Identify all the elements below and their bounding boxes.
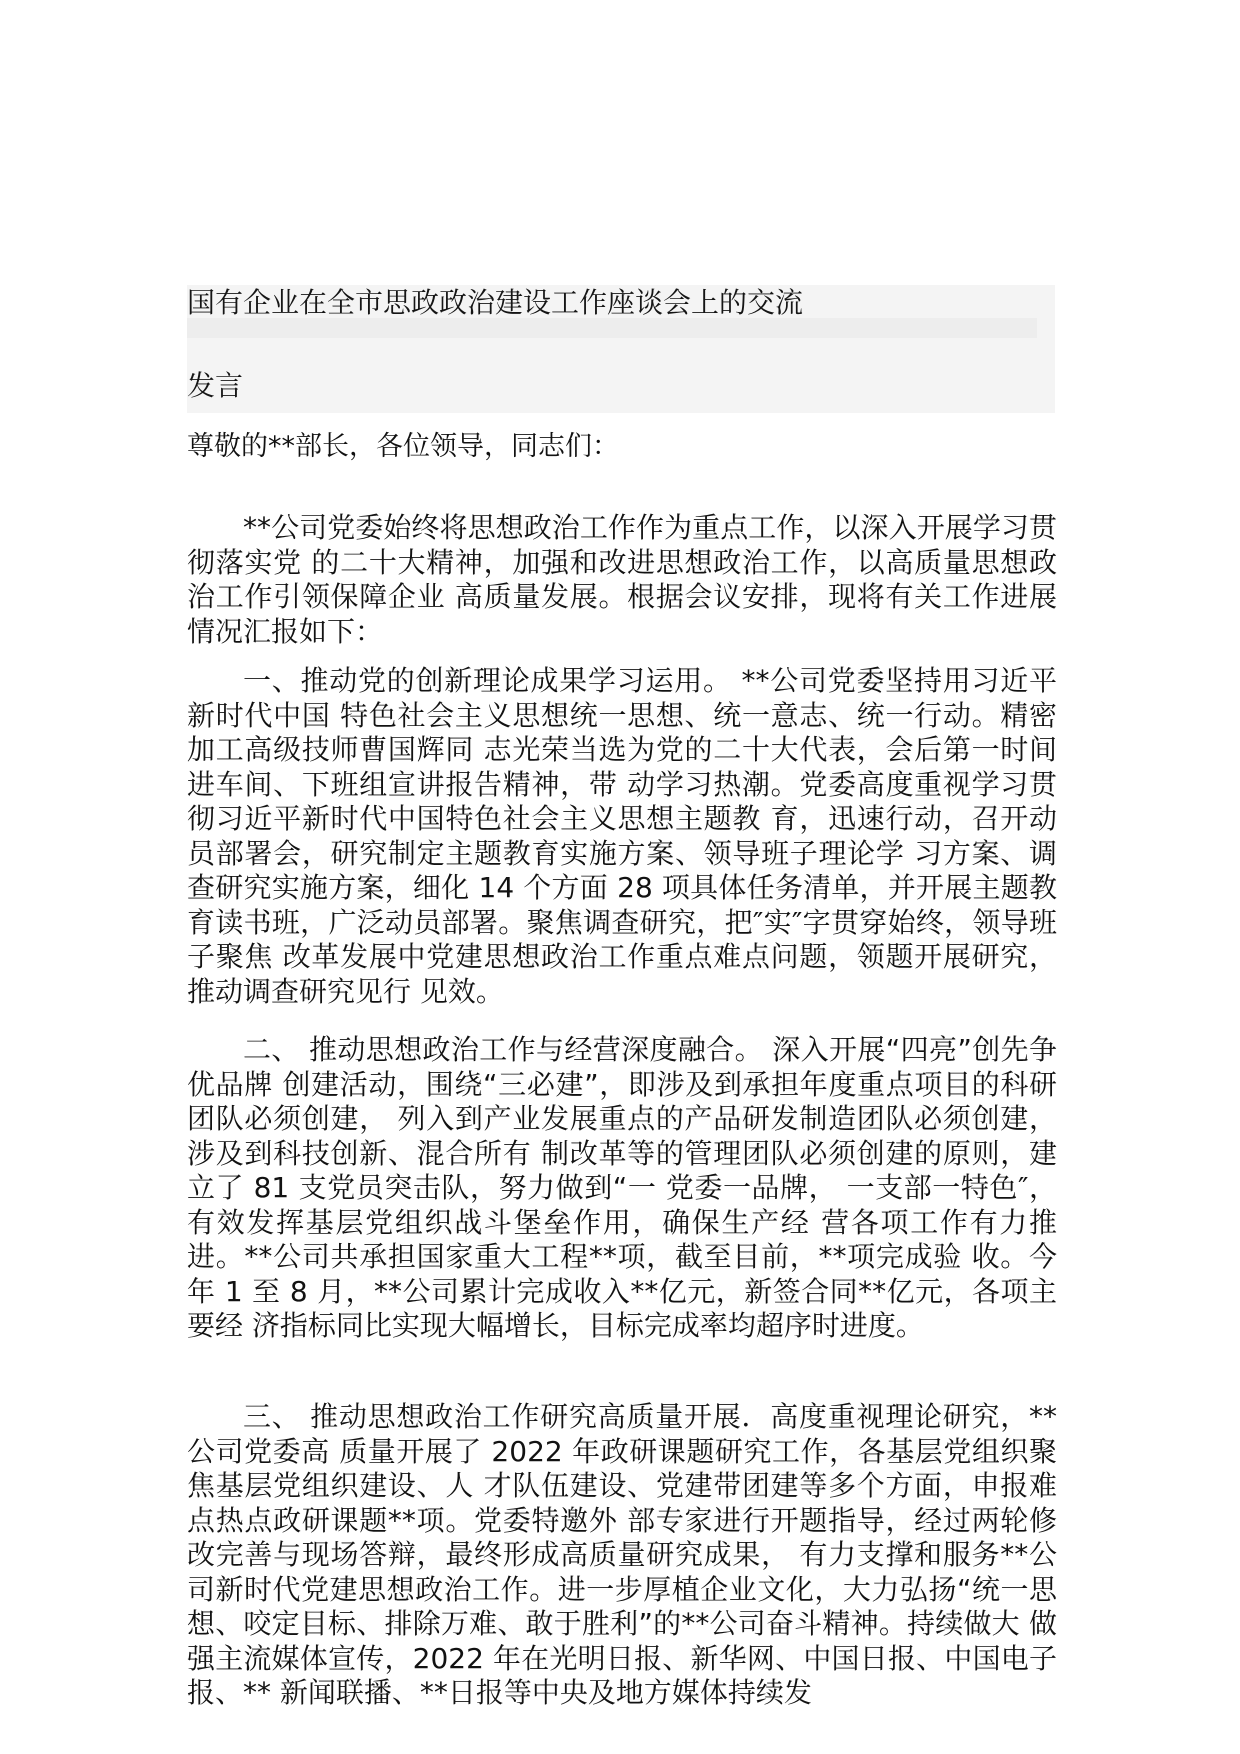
paragraph-section-2: 二、 推动思想政治工作与经营深度融合。 深入开展“四亮”创先争优品牌 创建活动，围绕“三必建”，即涉及到承担年度重点项目的科研团队必须创建， 列入到产业发展重点的产品研发制造团队必须创建，涉及到科技创新、混合所有 制改革等的管理团队必须创建的原则，建立了 81 支党员突击队，努力做到“一 党委一品牌， 一支部一特色″，有效发挥基层党组织战斗堡垒作用，确保生产经 营各项工作有力推进。**公司共承担国家重大工程**项，截至目前，**项完成验 收。今年 1 至 8 月，**公司累计完成收入**亿元，新签合同**亿元，各项主要经 济指标同比实现大幅增长，目标完成率均超序时进度。 — [187, 1033, 1057, 1342]
paragraph-section-1: 一、推动党的创新理论成果学习运用。 **公司党委坚持用习近平新时代中国 特色社会主义思想统一思想、统一意志、统一行动。精密加工高级技师曹国辉同 志光荣当选为党的二十大代表，会后第一时间进车间、下班组宣讲报告精神，带 动学习热潮。党委高度重视学习贯彻习近平新时代中国特色社会主义思想主题教 育，迅速行动，召开动员部署会，研究制定主题教育实施方案、领导班子理论学 习方案、调查研究实施方案，细化 14 个方面 28 项具体任务清单，并开展主题教 育读书班，广泛动员部署。聚焦调查研究，把″实″字贯穿始终，领导班子聚焦 改革发展中党建思想政治工作重点难点问题，领题开展研究，推动调查研究见行 见效。 — [187, 664, 1057, 1008]
salutation: 尊敬的**部长，各位领导，同志们： — [187, 431, 619, 462]
paragraph-intro: **公司党委始终将思想政治工作作为重点工作，以深入开展学习贯彻落实党 的二十大精神，加强和改进思想政治工作，以高质量思想政治工作引领保障企业 高质量发展。根据会议安排，现将有关工作进展情况汇报如下： — [187, 511, 1057, 648]
document-title-line-2: 发言 — [187, 369, 244, 402]
document-title-line-1: 国有企业在全市思政政治建设工作座谈会上的交流 — [187, 286, 804, 319]
paragraph-section-3: 三、 推动思想政治工作研究高质量开展．高度重视理论研究，**公司党委高 质量开展了 2022 年政研课题研究工作，各基层党组织聚焦基层党组织建设、人 才队伍建设、党建带团建等多个方面，申报难点热点政研课题**项。党委特邀外 部专家进行开题指导，经过两轮修改完善与现场答辩，最终形成高质量研究成果， 有力支撑和服务**公司新时代党建思想政治工作。进一步厚植企业文化，大力弘扬“统一思想、咬定目标、排除万难、敢于胜利”的**公司奋斗精神。持续做大 做强主流媒体宣传，2022 年在光明日报、新华网、中国日报、中国电子报、** 新闻联播、**日报等中央及地方媒体持续发 — [187, 1400, 1057, 1709]
